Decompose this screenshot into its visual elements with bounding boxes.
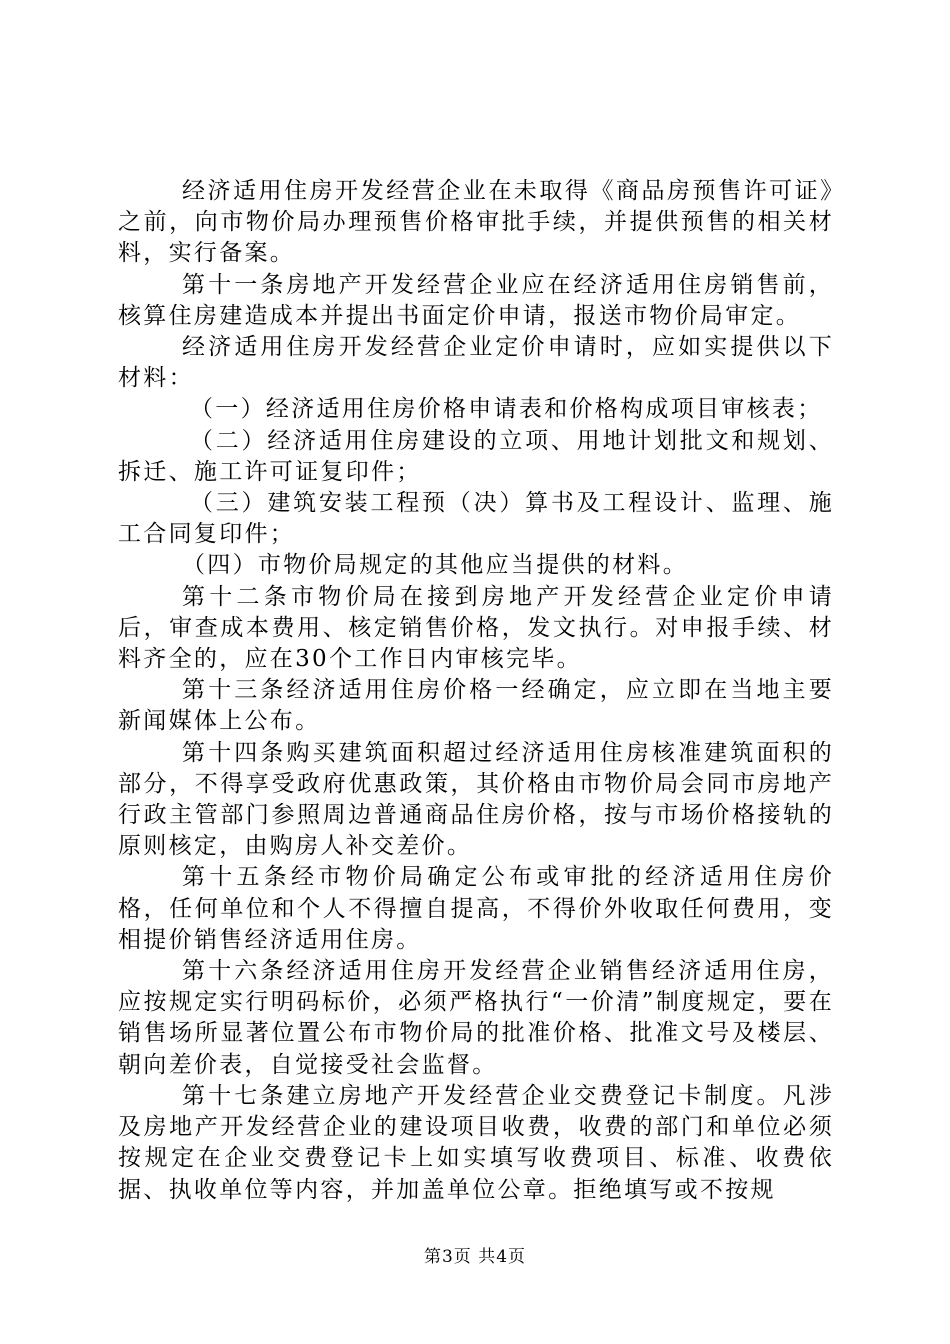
page-number-label: 第3页 共4页 [423,1247,527,1267]
list-item-3: （三）建筑安装工程预（决）算书及工程设计、监理、施工合同复印件； [118,490,834,548]
paragraph-article-13: 第十三条经济适用住房价格一经确定，应立即在当地主要新闻媒体上公布。 [118,677,834,735]
list-item-2: （二）经济适用住房建设的立项、用地计划批文和规划、拆迁、施工许可证复印件； [118,427,834,485]
document-body [118,176,834,1206]
page-footer [0,1246,950,1268]
paragraph-article-15: 第十五条经市物价局确定公布或审批的经济适用住房价格，任何单位和个人不得擅自提高，不得价外收取任何费用，变相提价销售经济适用住房。 [118,864,834,953]
paragraph-pricing-materials: 经济适用住房开发经营企业定价申请时，应如实提供以下材料： [118,334,834,392]
paragraph-article-12: 第十二条市物价局在接到房地产开发经营企业定价申请后，审查成本费用、核定销售价格，发文执行。对申报手续、材料齐全的，应在30个工作日内审核完毕。 [118,583,834,673]
paragraph-article-17: 第十七条建立房地产开发经营企业交费登记卡制度。凡涉及房地产开发经营企业的建设项目收费，收费的部门和单位必须按规定在企业交费登记卡上如实填写收费项目、标准、收费依据、执收单位等内容，并加盖单位公章。拒绝填写或不按规 [118,1082,834,1203]
list-item-4: （四）市物价局规定的其他应当提供的材料。 [182,552,688,579]
paragraph-article-14: 第十四条购买建筑面积超过经济适用住房核准建筑面积的部分，不得享受政府优惠政策，其价格由市物价局会同市房地产行政主管部门参照周边普通商品住房价格，按与市场价格接轨的原则核定，由购房人补交差价。 [118,739,834,860]
paragraph-presale-approval: 经济适用住房开发经营企业在未取得《商品房预售许可证》之前，向市物价局办理预售价格审批手续，并提供预售的相关材料，实行备案。 [118,178,834,267]
paragraph-article-11: 第十一条房地产开发经营企业应在经济适用住房销售前，核算住房建造成本并提出书面定价申请，报送市物价局审定。 [118,271,834,329]
paragraph-article-16: 第十六条经济适用住房开发经营企业销售经济适用住房，应按规定实行明码标价，必须严格执行“一价清”制度规定，要在销售场所显著位置公布市物价局的批准价格、批准文号及楼层、朝向差价表，自觉接受社会监督。 [118,958,834,1078]
list-item-1: （一）经济适用住房价格申请表和价格构成项目审核表； [190,396,823,423]
